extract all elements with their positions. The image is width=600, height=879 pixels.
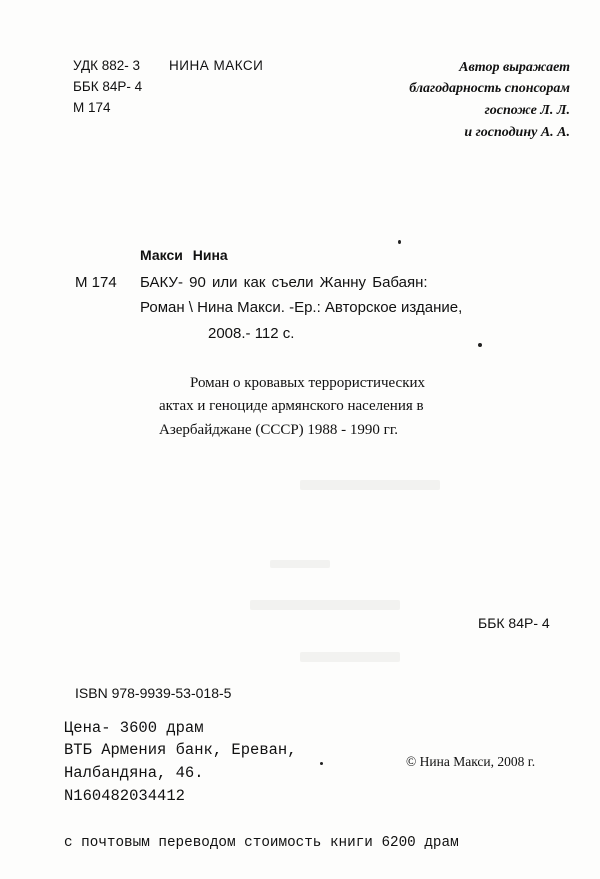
price-line: Налбандяна, 46. xyxy=(64,764,204,782)
price-line: Цена- 3600 драм xyxy=(64,719,204,737)
isbn: ISBN 978-9939-53-018-5 xyxy=(75,685,232,701)
postal-note: с почтовым переводом стоимость книги 6200 драм xyxy=(64,835,459,851)
annotation-line: Роман о кровавых террористических xyxy=(190,375,426,391)
bbk-code: ББК 84Р- 4 xyxy=(73,79,143,94)
catalog-year-pages: 2008.- 112 с. xyxy=(208,325,295,342)
speck xyxy=(320,762,323,765)
acknowledgement-line: благодарность спонсорам xyxy=(409,81,570,96)
udk-code: УДК 882- 3 xyxy=(73,58,141,73)
speck xyxy=(398,240,401,244)
copyright: © Нина Макси, 2008 г. xyxy=(406,754,536,769)
annotation-line: актах и геноциде армянского населения в xyxy=(159,398,424,414)
bleed-through-mark xyxy=(300,652,400,662)
catalog-author: Макси Нина xyxy=(140,247,228,263)
bleed-through-mark xyxy=(250,600,400,610)
author-header: НИНА МАКСИ xyxy=(169,58,264,73)
acknowledgement-line: Автор выражает xyxy=(459,60,570,75)
catalog-code: М 174 xyxy=(75,274,117,291)
catalog-title-line: БАКУ- 90 или как съели Жанну Бабаян: xyxy=(140,274,428,291)
acknowledgement-line: госпоже Л. Л. xyxy=(484,103,570,118)
price-line: N160482034412 xyxy=(64,787,185,805)
bbk-bottom: ББК 84Р- 4 xyxy=(478,615,550,631)
annotation-line: Азербайджане (СССР) 1988 - 1990 гг. xyxy=(159,422,399,438)
speck xyxy=(478,343,482,347)
bleed-through-mark xyxy=(270,560,330,568)
index-code: М 174 xyxy=(73,100,111,115)
bleed-through-mark xyxy=(300,480,440,490)
catalog-imprint-line: Роман \ Нина Макси. -Ер.: Авторское издание, xyxy=(140,299,463,316)
acknowledgement-line: и господину А. А. xyxy=(464,125,570,140)
price-line: ВТБ Армения банк, Ереван, xyxy=(64,741,297,759)
